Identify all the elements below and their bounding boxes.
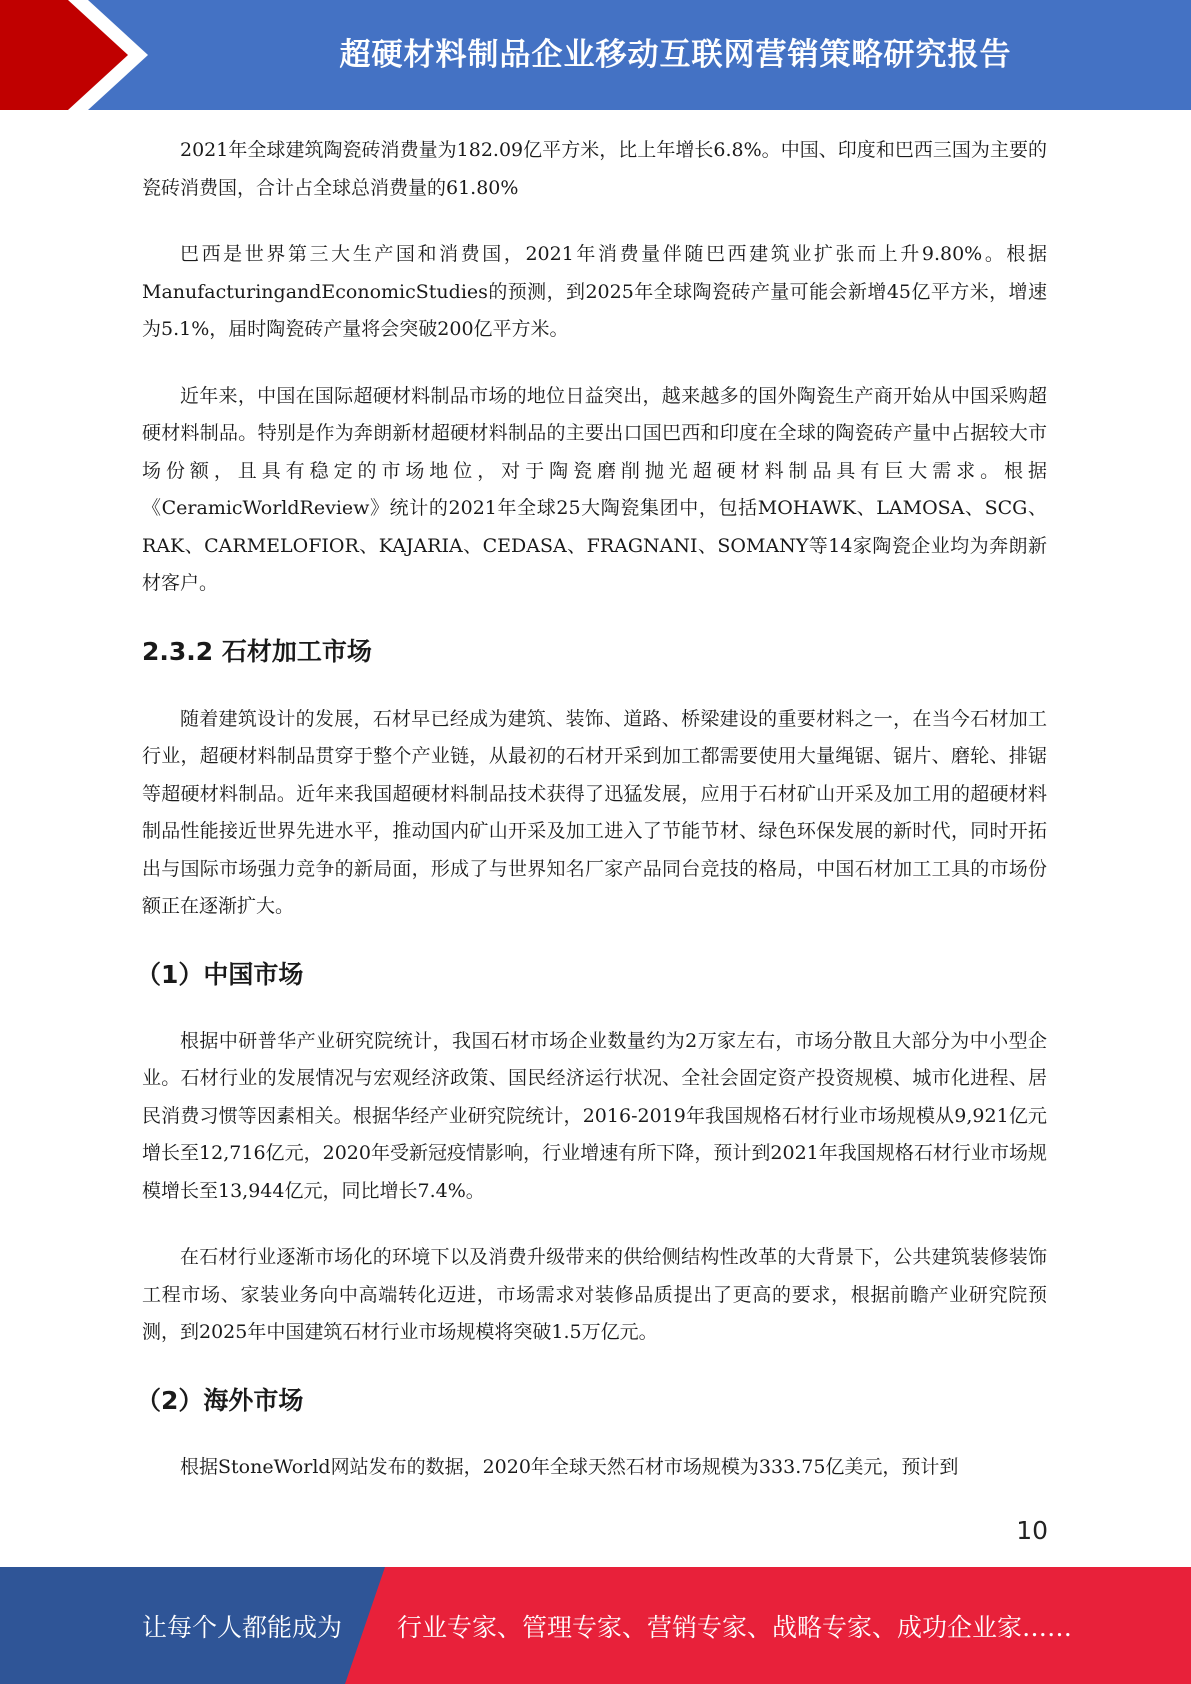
footer-slogan-right: 行业专家、管理专家、营销专家、战略专家、成功企业家…… bbox=[397, 1612, 1073, 1642]
paragraph: 根据StoneWorld网站发布的数据，2020年全球天然石材市场规模为333.75亿美元，预计到 bbox=[180, 1455, 959, 1478]
paragraph: 巴西是世界第三大生产国和消费国，2021年消费量伴随巴西建筑业扩张而上升9.80%。根据ManufacturingandEconomicStudies的预测，到2025年全球陶瓷砖产量可能会新增45亿平方米，增速为5.1%，届时陶瓷砖产量将会突破200亿平方米。 bbox=[142, 243, 1047, 340]
page-header bbox=[0, 0, 1191, 110]
document-body bbox=[136, 132, 1047, 1515]
subsection-heading: （2）海外市场 bbox=[136, 1385, 304, 1415]
report-title: 超硬材料制品企业移动互联网营销策略研究报告 bbox=[339, 36, 1012, 73]
page-footer bbox=[0, 1567, 1191, 1684]
paragraph: 随着建筑设计的发展，石材早已经成为建筑、装饰、道路、桥梁建设的重要材料之一，在当今石材加工行业，超硬材料制品贯穿于整个产业链，从最初的石材开采到加工都需要使用大量绳锯、锯片、磨轮、排锯等超硬材料制品。近年来我国超硬材料制品技术获得了迅猛发展，应用于石材矿山开采及加工用的超硬材料制品性能接近世界先进水平，推动国内矿山开采及加工进入了节能节材、绿色环保发展的新时代，同时开拓出与国际市场强力竞争的新局面，形成了与世界知名厂家产品同台竞技的格局，中国石材加工工具的市场份额正在逐渐扩大。 bbox=[142, 707, 1047, 917]
footer-slogan-left: 让每个人都能成为 bbox=[142, 1612, 343, 1642]
section-heading: 2.3.2 石材加工市场 bbox=[142, 636, 372, 666]
subsection-heading: （1）中国市场 bbox=[136, 959, 304, 989]
page-number: 10 bbox=[1016, 1516, 1048, 1545]
paragraph: 2021年全球建筑陶瓷砖消费量为182.09亿平方米，比上年增长6.8%。中国、印度和巴西三国为主要的瓷砖消费国，合计占全球总消费量的61.80% bbox=[142, 139, 1047, 199]
paragraph: 根据中研普华产业研究院统计，我国石材市场企业数量约为2万家左右，市场分散且大部分为中小型企业。石材行业的发展情况与宏观经济政策、国民经济运行状况、全社会固定资产投资规模、城市化进程、居民消费习惯等因素相关。根据华经产业研究院统计，2016-2019年我国规格石材行业市场规模从9,921亿元增长至12,716亿元，2020年受新冠疫情影响，行业增速有所下降，预计到2021年我国规格石材行业市场规模增长至13,944亿元，同比增长7.4%。 bbox=[142, 1029, 1047, 1202]
paragraph: 近年来，中国在国际超硬材料制品市场的地位日益突出，越来越多的国外陶瓷生产商开始从中国采购超硬材料制品。特别是作为奔朗新材超硬材料制品的主要出口国巴西和印度在全球的陶瓷砖产量中占据较大市场份额，且具有稳定的市场地位，对于陶瓷磨削抛光超硬材料制品具有巨大需求。根据《CeramicWorldReview》统计的2021年全球25大陶瓷集团中，包括MOHAWK、LAMOSA、SCG、RAK、CARMELOFIOR、KAJARIA、CEDASA、FRAGNANI、SOMANY等14家陶瓷企业均为奔朗新材客户。 bbox=[142, 384, 1047, 594]
paragraph: 在石材行业逐渐市场化的环境下以及消费升级带来的供给侧结构性改革的大背景下，公共建筑装修装饰工程市场、家装业务向中高端转化迈进，市场需求对装修品质提出了更高的要求，根据前瞻产业研究院预测，到2025年中国建筑石材行业市场规模将突破1.5万亿元。 bbox=[142, 1246, 1047, 1343]
